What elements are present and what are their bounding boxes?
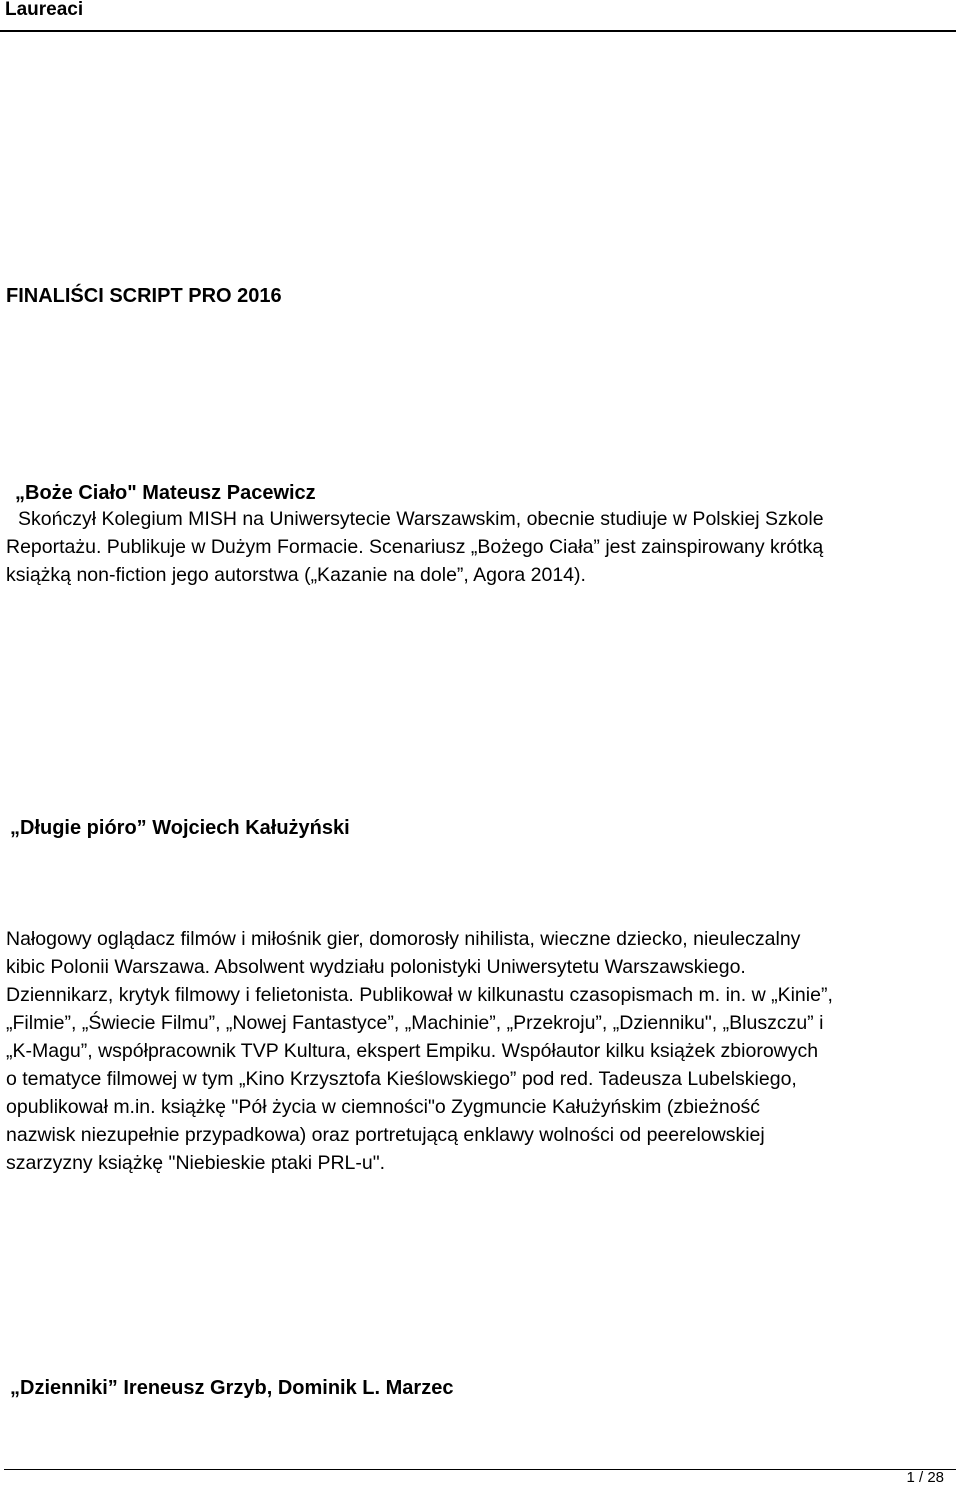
entry-heading-dlugiepioro: „Długie pióro” Wojciech Kałużyński: [10, 817, 350, 839]
entry-2-line-7: opublikował m.in. książkę "Pół życia w ciemności"o Zygmuncie Kałużyńskim (zbieżność: [6, 1096, 761, 1118]
entry-2-line-2: kibic Polonii Warszawa. Absolwent wydziału polonistyki Uniwersytetu Warszawskiego.: [6, 956, 746, 978]
entry-2-line-6: o tematyce filmowej w tym „Kino Krzysztofa Kieślowskiego” pod red. Tadeusza Lubelskiego,: [6, 1068, 797, 1090]
footer-divider: [4, 1469, 956, 1470]
entry-1-line-1: Skończył Kolegium MISH na Uniwersytecie Warszawskim, obecnie studiuje w Polskiej Szkole: [18, 508, 824, 530]
entry-1-line-3: książką non-fiction jego autorstwa („Kazanie na dole”, Agora 2014).: [6, 564, 586, 586]
page-number: 1 / 28: [906, 1469, 944, 1486]
entry-2-line-1: Nałogowy oglądacz filmów i miłośnik gier, domorosły nihilista, wieczne dziecko, nieuleczalny: [6, 928, 801, 950]
entry-1-line-2: Reportażu. Publikuje w Dużym Formacie. Scenariusz „Bożego Ciała” jest zainspirowany krótką: [6, 536, 824, 558]
page-header: [0, 0, 956, 32]
section-title: FINALIŚCI SCRIPT PRO 2016: [6, 285, 282, 307]
entry-2-line-4: „Filmie”, „Świecie Filmu”, „Nowej Fantastyce”, „Machinie”, „Przekroju”, „Dzienniku", „Bluszczu” i: [6, 1012, 824, 1034]
entry-2-line-9: szarzyzny książkę "Niebieskie ptaki PRL-u".: [6, 1152, 386, 1174]
entry-heading-bozecialo: „Boże Ciało" Mateusz Pacewicz: [15, 482, 316, 504]
page-header-title: Laureaci: [5, 0, 84, 20]
entry-2-line-3: Dziennikarz, krytyk filmowy i felietonista. Publikował w kilkunastu czasopismach m. in. w „Kinie”,: [6, 984, 833, 1006]
entry-2-line-5: „K-Magu”, współpracownik TVP Kultura, ekspert Empiku. Współautor kilku książek zbiorowych: [6, 1040, 819, 1062]
entry-2-line-8: nazwisk niezupełnie przypadkowa) oraz portretującą enklawy wolności od peerelowskiej: [6, 1124, 765, 1146]
entry-heading-dzienniki: „Dzienniki” Ireneusz Grzyb, Dominik L. Marzec: [10, 1377, 454, 1399]
